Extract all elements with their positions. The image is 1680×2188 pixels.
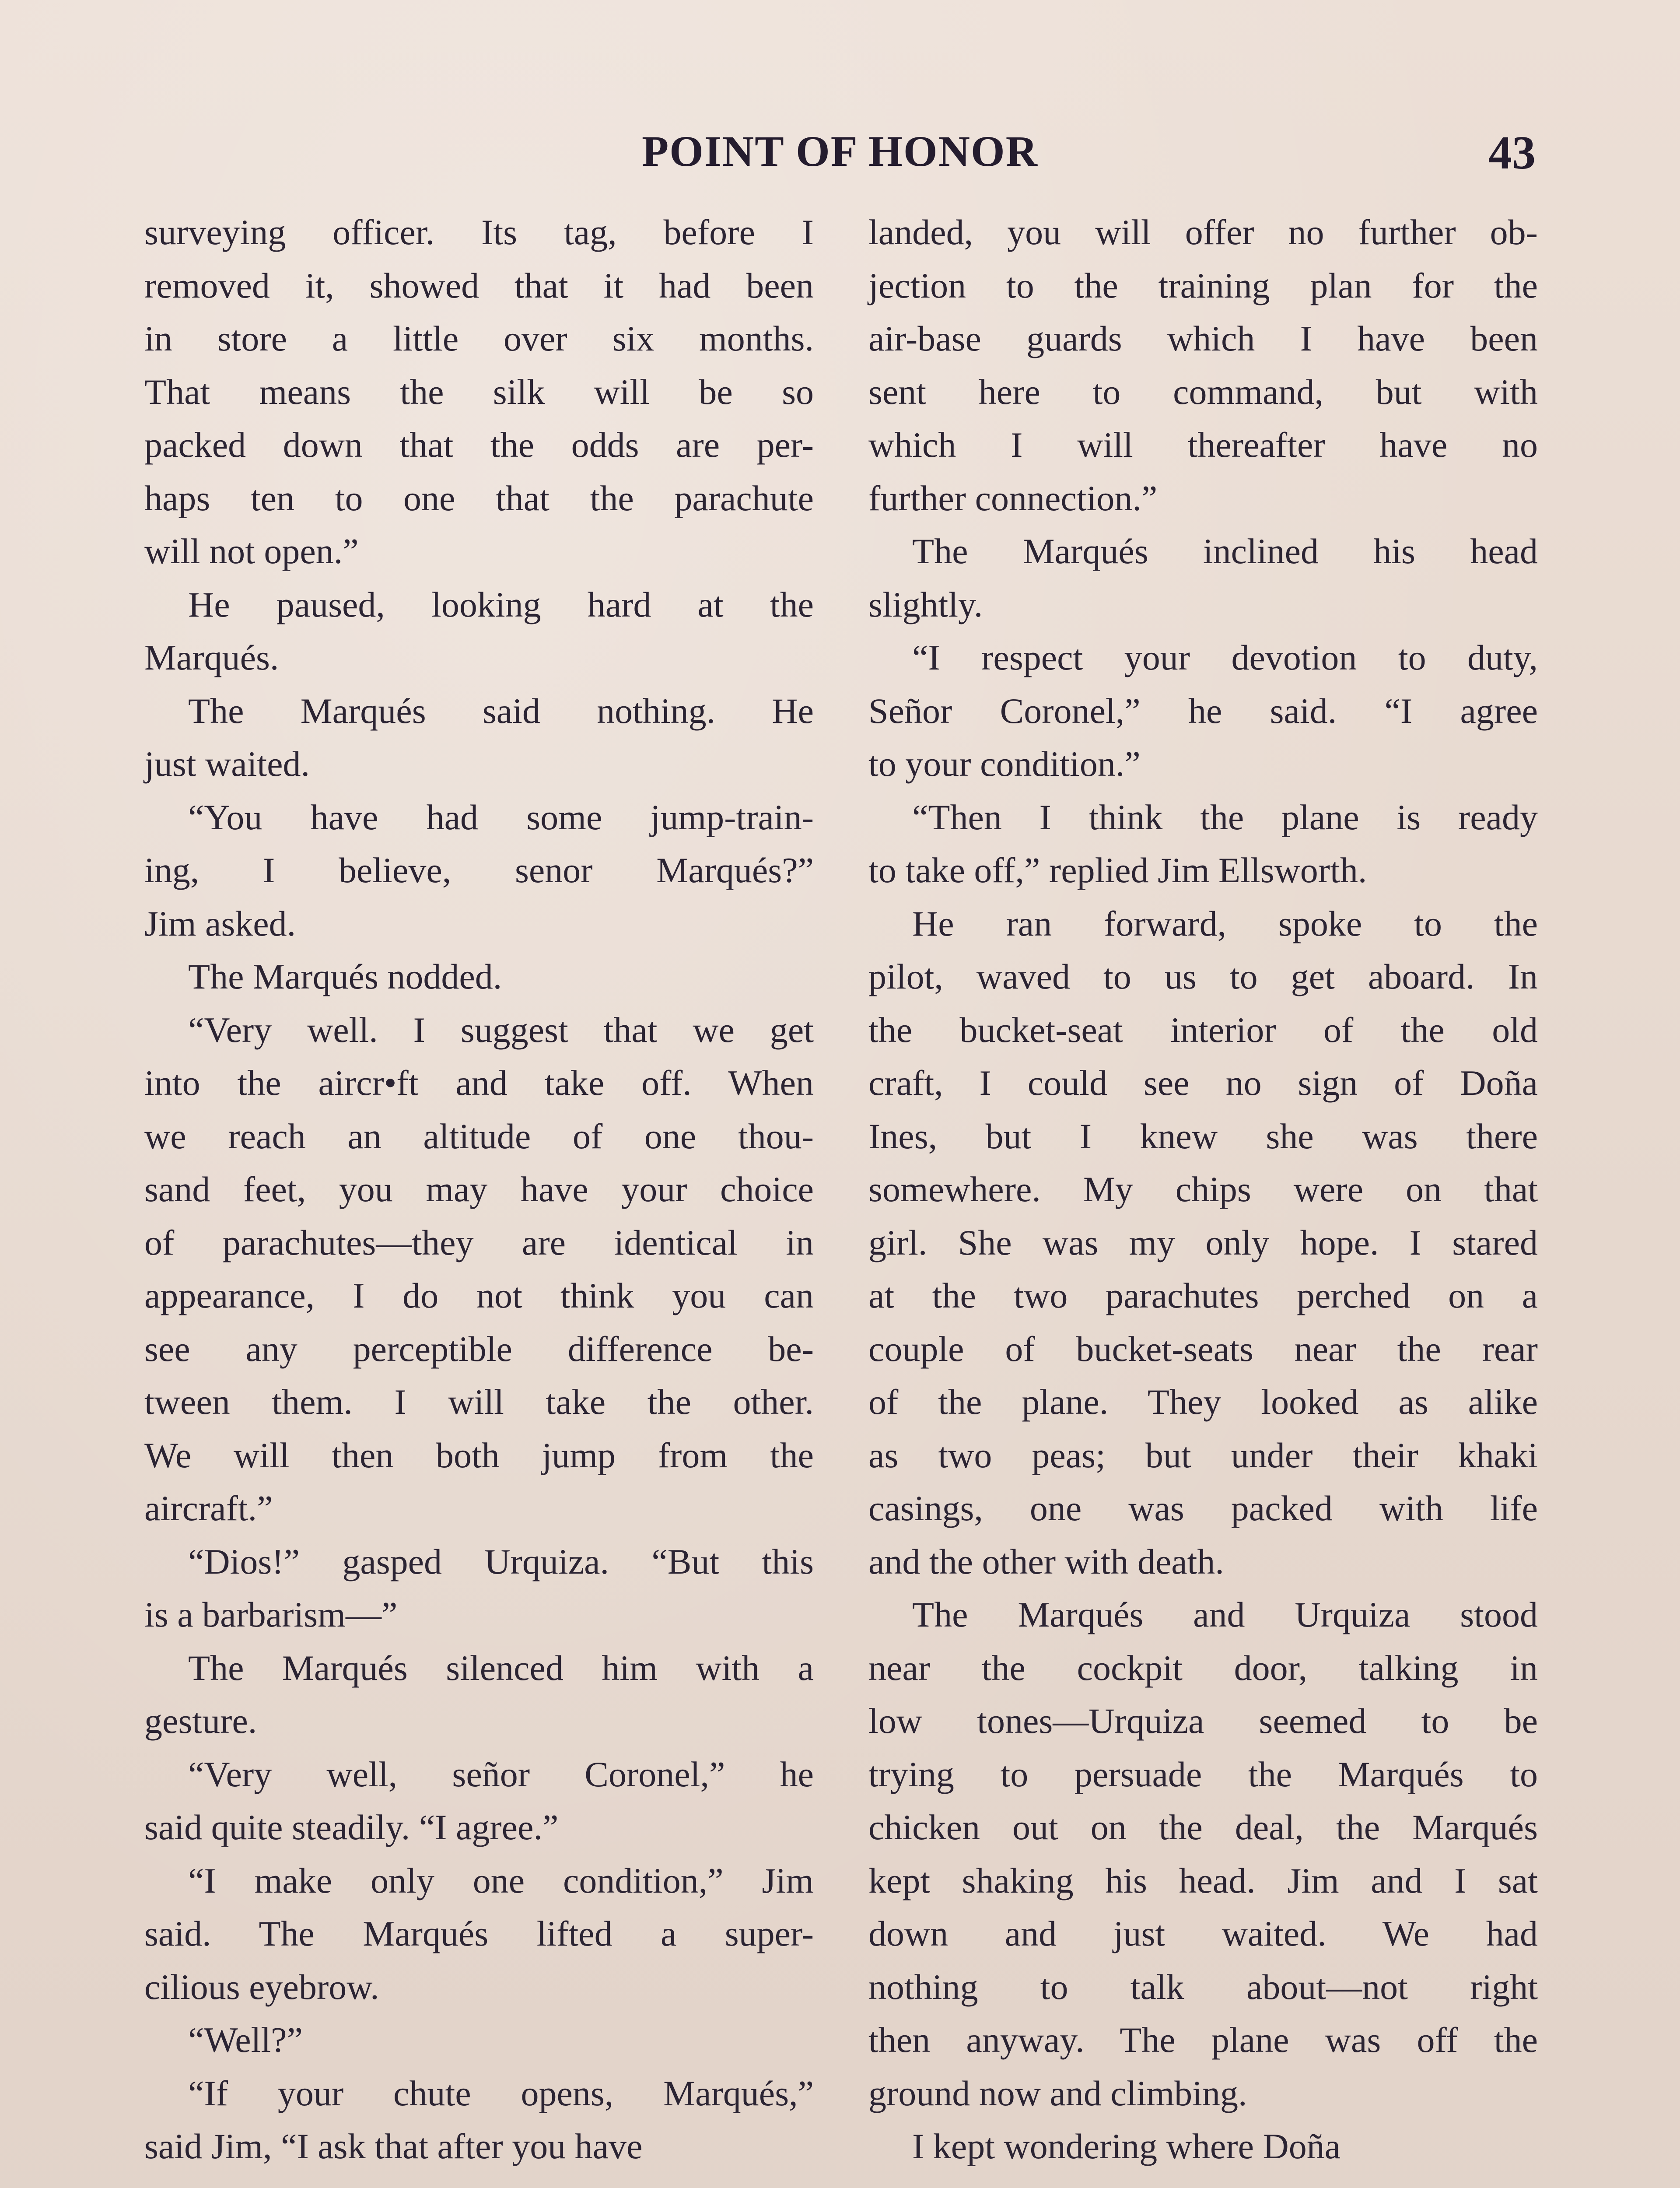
running-head — [144, 126, 1536, 192]
text-line: air-base guards which I have been — [868, 319, 1538, 358]
text-line: “Then I think the plane is ready — [912, 797, 1538, 837]
paragraph — [144, 206, 814, 578]
paragraph — [144, 2067, 814, 2173]
text-line: said Jim, “I ask that after you have — [144, 2126, 643, 2166]
paragraph — [868, 631, 1538, 791]
text-line: pilot, waved to us to get aboard. In — [868, 957, 1538, 996]
text-line: is a barbarism—” — [144, 1595, 398, 1634]
text-line: We will then both jump from the — [144, 1435, 814, 1475]
paragraph — [144, 1003, 814, 1535]
text-line: removed it, showed that it had been — [144, 265, 814, 305]
text-line: He paused, looking hard at the — [188, 584, 814, 624]
text-line: “Well?” — [188, 2020, 303, 2060]
text-line: gesture. — [144, 1701, 257, 1741]
paragraph — [868, 525, 1538, 631]
text-line: surveying officer. Its tag, before I — [144, 212, 814, 252]
paragraph — [868, 791, 1538, 897]
running-title: POINT OF HONOR — [642, 127, 1038, 175]
text-line: packed down that the odds are per- — [144, 425, 814, 465]
text-line: appearance, I do not think you can — [144, 1276, 814, 1315]
text-line: said. The Marqués lifted a super- — [144, 1914, 814, 1953]
text-line: landed, you will offer no further ob- — [868, 212, 1538, 252]
text-line: Señor Coronel,” he said. “I agree — [868, 691, 1538, 731]
text-column-right — [868, 206, 1538, 2173]
text-line: “I make only one condition,” Jim — [188, 1860, 814, 1900]
text-line: we reach an altitude of one thou- — [144, 1116, 814, 1156]
text-line: kept shaking his head. Jim and I sat — [868, 1860, 1538, 1900]
text-line: down and just waited. We had — [868, 1914, 1538, 1953]
text-line: then anyway. The plane was off the — [868, 2020, 1538, 2060]
text-line: tween them. I will take the other. — [144, 1382, 814, 1422]
text-line: as two peas; but under their khaki — [868, 1435, 1538, 1475]
paragraph — [144, 950, 814, 1003]
text-line: Marqués. — [144, 638, 279, 677]
text-line: The Marqués nodded. — [188, 957, 502, 996]
text-line: haps ten to one that the parachute — [144, 478, 814, 518]
text-line: to take off,” replied Jim Ellsworth. — [868, 850, 1367, 890]
text-line: “Very well, señor Coronel,” he — [188, 1754, 814, 1794]
text-line: will not open.” — [144, 531, 359, 571]
text-line: to your condition.” — [868, 744, 1141, 784]
text-line: “I respect your devotion to duty, — [912, 638, 1538, 677]
page-number: 43 — [1488, 127, 1536, 179]
paragraph — [868, 206, 1538, 525]
text-line: chicken out on the deal, the Marqués — [868, 1807, 1538, 1847]
text-line: at the two parachutes perched on a — [868, 1276, 1538, 1315]
paragraph — [868, 2120, 1538, 2173]
text-line: The Marqués inclined his head — [912, 531, 1538, 571]
text-line: nothing to talk about—not right — [868, 1967, 1538, 2007]
text-line: “Dios!” gasped Urquiza. “But this — [188, 1541, 814, 1581]
text-line: the bucket-seat interior of the old — [868, 1010, 1538, 1050]
text-line: and the other with death. — [868, 1541, 1224, 1581]
text-line: which I will thereafter have no — [868, 425, 1538, 465]
paragraph — [144, 578, 814, 684]
text-line: said quite steadily. “I agree.” — [144, 1807, 559, 1847]
paragraph — [144, 1641, 814, 1748]
text-line: “If your chute opens, Marqués,” — [188, 2073, 814, 2113]
text-line: of the plane. They looked as alike — [868, 1382, 1538, 1422]
text-line: into the aircr•ft and take off. When — [144, 1063, 814, 1103]
text-line: He ran forward, spoke to the — [912, 903, 1538, 943]
text-line: cilious eyebrow. — [144, 1967, 379, 2007]
paragraph — [144, 1535, 814, 1641]
paragraph — [144, 2013, 814, 2067]
text-line: ground now and climbing. — [868, 2073, 1247, 2113]
text-line: girl. She was my only hope. I stared — [868, 1222, 1538, 1262]
paragraph — [144, 1854, 814, 2014]
text-line: further connection.” — [868, 478, 1158, 518]
text-line: Ines, but I knew she was there — [868, 1116, 1538, 1156]
paragraph — [868, 1588, 1538, 2120]
paragraph — [144, 684, 814, 791]
text-line: jection to the training plan for the — [868, 265, 1538, 305]
text-line: The Marqués silenced him with a — [188, 1648, 814, 1688]
text-column-left — [144, 206, 814, 2173]
text-line: sent here to command, but with — [868, 372, 1538, 412]
text-line: low tones—Urquiza seemed to be — [868, 1701, 1538, 1741]
text-line: sand feet, you may have your choice — [144, 1169, 814, 1209]
text-line: of parachutes—they are identical in — [144, 1222, 814, 1262]
text-line: just waited. — [144, 744, 310, 784]
text-line: The Marqués said nothing. He — [188, 691, 814, 731]
text-line: That means the silk will be so — [144, 372, 814, 412]
paragraph — [144, 791, 814, 950]
text-line: Jim asked. — [144, 903, 296, 943]
paragraph — [868, 897, 1538, 1588]
text-line: slightly. — [868, 584, 983, 624]
text-line: ing, I believe, senor Marqués?” — [144, 850, 814, 890]
text-line: trying to persuade the Marqués to — [868, 1754, 1538, 1794]
text-line: “Very well. I suggest that we get — [188, 1010, 814, 1050]
paragraph — [144, 1748, 814, 1854]
text-line: aircraft.” — [144, 1488, 273, 1528]
text-line: I kept wondering where Doña — [912, 2126, 1341, 2166]
text-line: somewhere. My chips were on that — [868, 1169, 1538, 1209]
text-line: “You have had some jump-train- — [188, 797, 814, 837]
text-line: couple of bucket-seats near the rear — [868, 1329, 1538, 1369]
text-line: in store a little over six months. — [144, 319, 814, 358]
text-line: casings, one was packed with life — [868, 1488, 1538, 1528]
text-line: The Marqués and Urquiza stood — [912, 1595, 1538, 1634]
text-line: near the cockpit door, talking in — [868, 1648, 1538, 1688]
text-line: see any perceptible difference be- — [144, 1329, 814, 1369]
text-line: craft, I could see no sign of Doña — [868, 1063, 1538, 1103]
